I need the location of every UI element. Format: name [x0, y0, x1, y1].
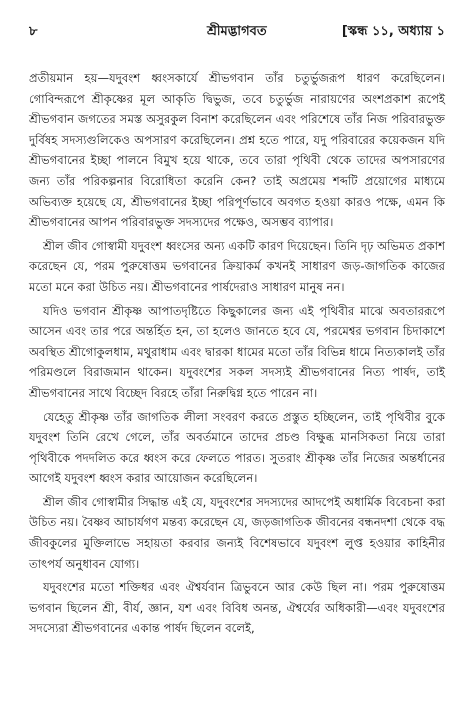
paragraph-4: যেহেতু শ্রীকৃষ্ণ তাঁর জাগতিক লীলা সংবরণ করতে প্রস্তুত হচ্ছিলেন, তাই পৃথিবীর বুকে যদুবংশ তিনি রেখে গেলে, তাঁর অবর্তমানে তাদের প্রচণ্ড বিক্ষুব্ধ মানসিকতা নিয়ে তারা পৃথিবীকে পদদলিত করে ধ্বংস করে ফেলতে পারত। সুতরাং শ্রীকৃষ্ণ তাঁর নিজের অন্তর্ধানের আগেই যদুবংশ ধ্বংস করার আয়োজন করেছিলেন।	[29, 409, 445, 486]
page-header	[29, 22, 445, 46]
running-title: শ্রীমদ্ভাগবত	[207, 24, 267, 39]
page-number: ৮	[29, 24, 38, 39]
paragraph-5: শ্রীল জীব গোস্বামীর সিদ্ধান্ত এই যে, যদুবংশের সদস্যদের আদপেই অধার্মিক বিবেচনা করা উচিত নয়। বৈষ্ণব আচার্যগণ মন্তব্য করেছেন যে, জড়জাগতিক জীবনের বন্ধনদশা থেকে বদ্ধ জীবকুলের মুক্তিলাভে সহায়তা করবার জন্যই বিশেষভাবে যদুবংশ লুপ্ত হওয়ার কাহিনীর তাৎপর্য অনুধাবন যোগ্য।	[29, 494, 445, 571]
page-body	[29, 68, 445, 639]
paragraph-1: প্রতীয়মান হয়—যদুবংশ ধ্বংসকার্যে শ্রীভগবান তাঁর চতুর্ভুজরূপ ধারণ করেছিলেন। গোবিন্দরূপে শ্রীকৃষ্ণের মূল আকৃতি দ্বিভুজ, তবে চতুর্ভুজ নারায়ণের অংশপ্রকাশ রূপেই শ্রীভগবান জগতের সমস্ত অসুরকুল বিনাশ করেছিলেন এবং পরিশেষে তাঁর নিজ পরিবারভুক্ত দুর্বিষহ সদস্যগুলিকেও অপসারণ করেছিলেন। প্রশ্ন হতে পারে, যদু পরিবারের কয়েকজন যদি শ্রীভগবানের ইচ্ছা পালনে বিমুখ হয়ে থাকে, তবে তারা পৃথিবী থেকে তাদের অপসারণের জন্য তাঁর পরিকল্পনার বিরোধিতা করেনি কেন? তাই অপ্রমেয় শব্দটি প্রয়োগের মাধ্যমে অভিব্যক্ত হয়েছে যে, শ্রীভগবানের ইচ্ছা পরিপূর্ণভাবে অবগত হওয়া কারও পক্ষে, এমন কি শ্রীভগবানের আপন পরিবারভুক্ত সদস্যদের পক্ষেও, অসম্ভব ব্যাপার।	[29, 71, 445, 230]
paragraph-3: যদিও ভগবান শ্রীকৃষ্ণ আপাতদৃষ্টিতে কিছুকালের জন্য এই পৃথিবীর মাঝে অবতাররূপে আসেন এবং তার পরে অন্তর্হিত হন, তা হলেও জানতে হবে যে, পরমেশ্বর ভগবান চিদাকাশে অবস্থিত শ্রীগোকুলধাম, মথুরাধাম এবং দ্বারকা ধামের মতো তাঁর বিভিন্ন ধামে নিত্যকালই তাঁর পরিমণ্ডলে বিরাজমান থাকেন। যদুবংশের সকল সদস্যই শ্রীভগবানের নিত্য পার্ষদ, তাই শ্রীভগবানের সাথে বিচ্ছেদ বিরহে তাঁরা নিরুদ্বিগ্ন হতে পারেন না।	[29, 303, 445, 400]
paragraph-2: শ্রীল জীব গোস্বামী যদুবংশ ধ্বংসের অন্য একটি কারণ দিয়েছেন। তিনি দৃঢ় অভিমত প্রকাশ করেছেন যে, পরম পুরুষোত্তম ভগবানের ক্রিয়াকর্ম কখনই সাধারণ জড়-জাগতিক কাজের মতো মনে করা উচিত নয়। শ্রীভগবানের পার্ষদেরাও সাধারণ মানুষ নন।	[29, 238, 445, 294]
section-reference: [স্কন্ধ ১১, অধ্যায় ১	[341, 24, 445, 39]
paragraph-6: যদুবংশের মতো শক্তিধর এবং ঐশ্বর্যবান ত্রিভুবনে আর কেউ ছিল না। পরম পুরুষোত্তম ভগবান ছিলেন শ্রী, বীর্য, জ্ঞান, যশ এবং বিবিধ অনন্ত, ঐশ্বর্যের অধিকারী—এবং যদুবংশের সদস্যেরা শ্রীভগবানের একান্ত পার্ষদ ছিলেন বলেই,	[29, 580, 445, 636]
